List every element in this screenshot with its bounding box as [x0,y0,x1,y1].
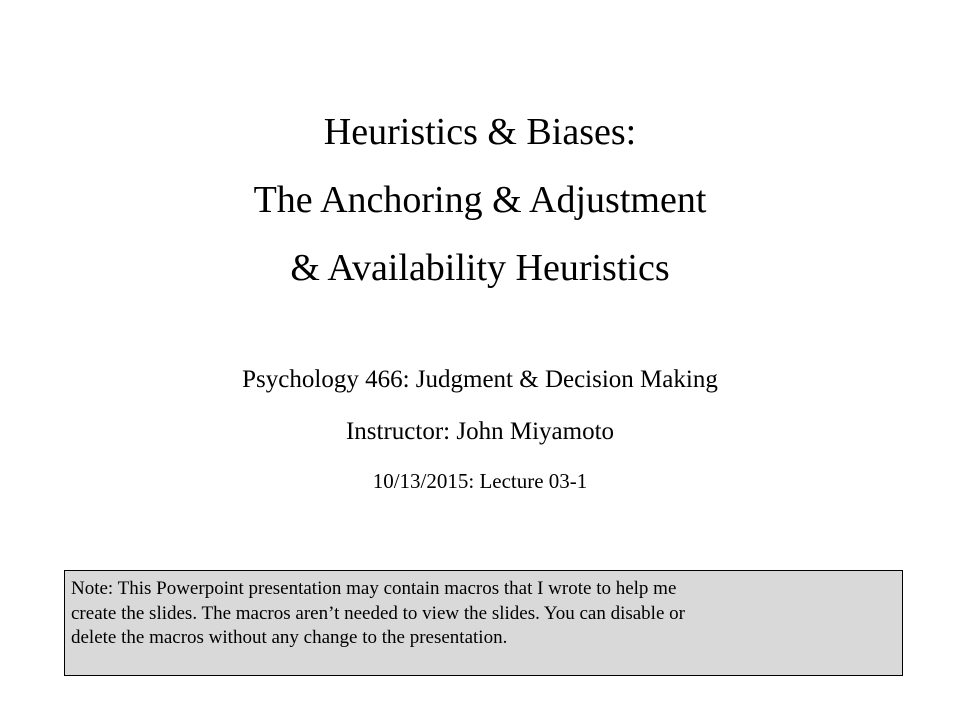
note-line-3: delete the macros without any change to the presentation. [71,627,508,648]
title-line-1: Heuristics & Biases: [323,111,637,153]
note-line-2: create the slides. The macros aren’t needed to view the slides. You can disable or [71,602,685,624]
macro-note-box [64,570,903,676]
slide-subtitle [0,354,960,504]
title-line-3: & Availability Heuristics [290,247,670,289]
title-line-2: The Anchoring & Adjustment [253,179,707,221]
course-name: Psychology 466: Judgment & Decision Making [242,366,718,393]
lecture-date: 10/13/2015: Lecture 03-1 [372,469,588,493]
slide-title [0,98,960,302]
instructor-name: Instructor: John Miyamoto [345,418,615,445]
note-line-1: Note: This Powerpoint presentation may contain macros that I wrote to help me [71,578,677,599]
